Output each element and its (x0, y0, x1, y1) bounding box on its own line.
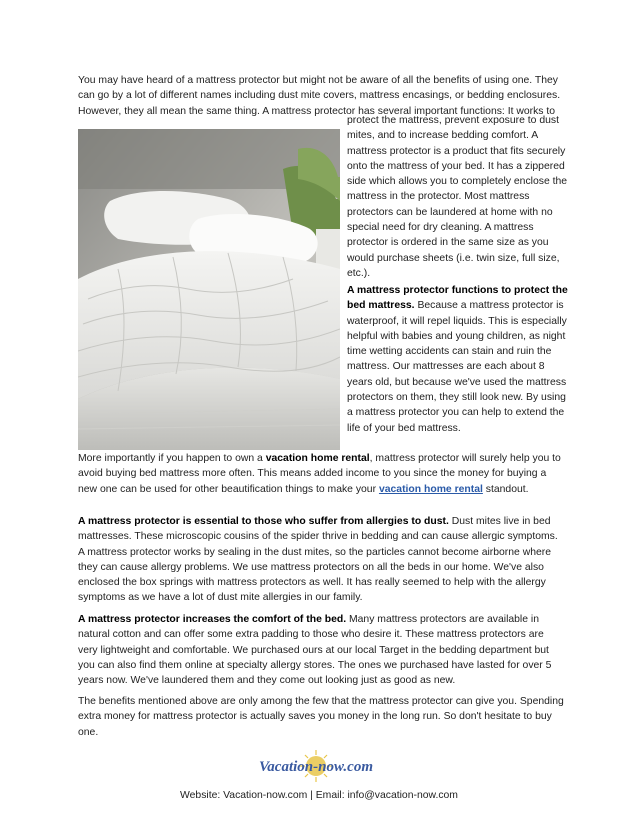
footer-contact: Website: Vacation-now.com | Email: info@vacation-now.com (180, 790, 458, 801)
section-body: Dust mites live in bed mattresses. These microscopic cousins of the spider thrive in bedding and can cause allergic symptoms. A mattress protector works by sealing in the dust mites, so the particles cannot become airborne where they can cause allergy problems. We use mattress protectors on all the beds in our home. We've also enclosed the box springs with mattress protectors as well. It has really seemed to help with the allergy symptoms as we have a lot of dust mite allergies in our family. (78, 516, 558, 604)
vacation-rental-link-2[interactable]: vacation home rental (378, 483, 483, 495)
section-body: Because a mattress protector is waterproof, it will repel liquids. This is especially helpful with babies and young children, as night time wetting accidents can stain and ruin the mattress. Our mattresses are each about 8 years old, but because we've used the mattress protectors on them, they still look new. By using a mattress protector you can help to extend the life of your bed mattress. (347, 300, 567, 434)
section-heading: A mattress protector functions to protect the bed mattress. (347, 285, 568, 312)
section-text: , mattress protector will surely help you to avoid buying bed mattress more often. This means added income to you since the money for buying a new one can be used for other beautification things to make your (78, 453, 561, 495)
section-text: More importantly if you happen to own a (78, 453, 266, 464)
section-vacation-rental (78, 451, 566, 497)
section-protect-mattress (347, 283, 569, 436)
vacation-rental-link[interactable]: vacation home rental (265, 453, 370, 464)
section-allergies (78, 514, 566, 606)
svg-text:Vacation-now.com: Vacation-now.com (258, 759, 374, 775)
section-heading: A mattress protector increases the comfort of the bed. (78, 614, 347, 625)
vacation-now-logo (228, 750, 404, 784)
section-comfort (78, 612, 566, 688)
section-heading: A mattress protector is essential to those who suffer from allergies to dust. (78, 516, 449, 527)
mattress-photo (78, 129, 340, 450)
intro-paragraph: You may have heard of a mattress protector but might not be aware of all the benefits of using one. They can go by a lot of different names including dust mite covers, mattress encasings, or bedding enclosures. However, they all mean the same thing. A mattress protector has several important functions: It works to (78, 75, 561, 117)
section-text: standout. (482, 483, 529, 495)
closing-paragraph: The benefits mentioned above are only among the few that the mattress protector can give you. Spending extra money for mattress protector is actually saves you money in the long run. So don't hesitate to buy one. (78, 696, 564, 738)
intro-paragraph-continued: protect the mattress, prevent exposure to dust mites, and to increase bedding comfort. A mattress protector is a product that fits securely onto the mattress of your bed. It has a zippered side which allows you to completely enclose the mattress in the protector. Most mattress protectors can be laundered at home with no special need for dry cleaning. A mattress protector is ordered in the same size as you would purchase sheets (i.e. twin size, full size, etc.). (347, 115, 568, 279)
section-body: Many mattress protectors are available in natural cotton and can offer some extra padding to those who desire it. These mattress protectors are very lightweight and comfortable. We purchased ours at our local Target in the bedding department but you can also find them online at specialty allergy stores. The ones we purchased have lasted for over 5 years now. We've laundered them and they come out looking just as good as new. (78, 614, 552, 687)
